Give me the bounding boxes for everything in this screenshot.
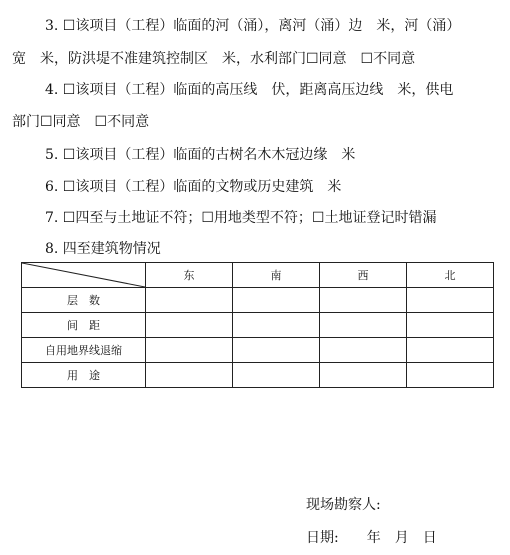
row-label-floors: 层 数: [22, 288, 146, 313]
table-cell[interactable]: [146, 363, 233, 388]
table-cell[interactable]: [320, 363, 407, 388]
diagonal-header-cell: [22, 263, 146, 288]
table-cell[interactable]: [233, 313, 320, 338]
table-cell[interactable]: [146, 338, 233, 363]
row-label-usage: 用 途: [22, 363, 146, 388]
col-header-south: 南: [233, 263, 320, 288]
table-row: [22, 288, 494, 313]
inspector-label: 现场勘察人:: [306, 497, 381, 513]
item-7: 7. ☐四至与土地证不符；☐用地类型不符；☐土地证登记时错漏: [45, 210, 437, 226]
table-cell[interactable]: [146, 313, 233, 338]
table-cell[interactable]: [407, 338, 494, 363]
col-header-east: 东: [146, 263, 233, 288]
date-label: 日期: 年 月 日: [306, 530, 437, 546]
item-3-line-2: 宽 米，防洪堤不准建筑控制区 米，水利部门☐同意 ☐不同意: [12, 51, 416, 67]
row-label-spacing: 间 距: [22, 313, 146, 338]
table-row: [22, 313, 494, 338]
table-cell[interactable]: [320, 313, 407, 338]
table-cell[interactable]: [233, 338, 320, 363]
table-row: [22, 338, 494, 363]
item-4-line-2: 部门☐同意 ☐不同意: [12, 114, 150, 130]
table-cell[interactable]: [407, 313, 494, 338]
table-cell[interactable]: [233, 363, 320, 388]
item-8: 8. 四至建筑物情况: [45, 241, 161, 257]
table-cell[interactable]: [407, 363, 494, 388]
item-4-line-1: 4. ☐该项目（工程）临面的高压线 伏，距离高压边线 米，供电: [45, 82, 454, 98]
item-6: 6. ☐该项目（工程）临面的文物或历史建筑 米: [45, 179, 342, 195]
table-cell[interactable]: [320, 288, 407, 313]
table-row: [22, 363, 494, 388]
table-header-row: [22, 263, 494, 288]
surroundings-table: [21, 262, 494, 388]
table-cell[interactable]: [233, 288, 320, 313]
diagonal-line: [22, 263, 145, 287]
col-header-north: 北: [407, 263, 494, 288]
item-3-line-1: 3. ☐该项目（工程）临面的河（涌），离河（涌）边 米，河（涌）: [45, 18, 461, 34]
table-cell[interactable]: [320, 338, 407, 363]
row-label-setback: 自用地界线退缩: [22, 338, 146, 363]
col-header-west: 西: [320, 263, 407, 288]
item-5: 5. ☐该项目（工程）临面的古树名木木冠边缘 米: [45, 147, 356, 163]
table-cell[interactable]: [407, 288, 494, 313]
table-cell[interactable]: [146, 288, 233, 313]
